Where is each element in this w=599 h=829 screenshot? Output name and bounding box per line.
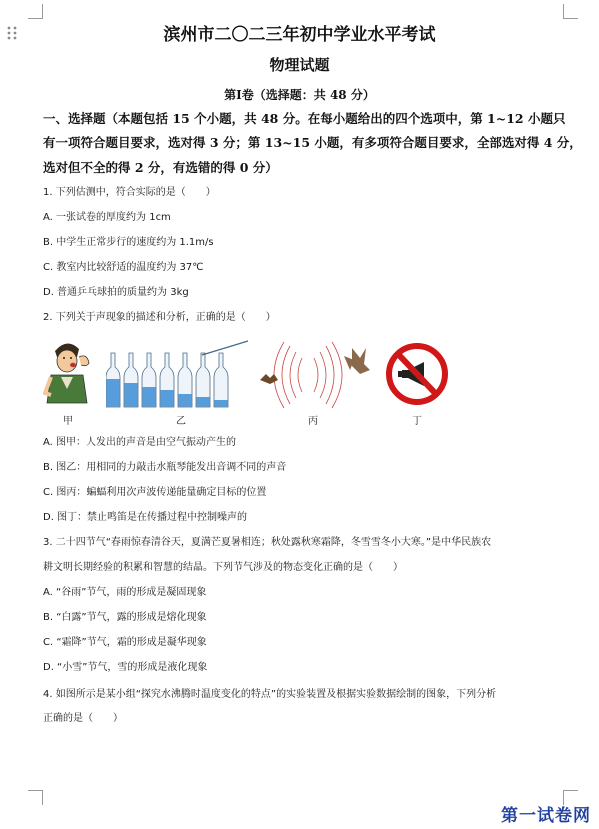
q2-figure-ding-no-honking-icon bbox=[384, 340, 450, 408]
q2-figure-label-bing: 丙 bbox=[308, 416, 318, 427]
q1-option-a: A. 一张试卷的厚度约为 1cm bbox=[43, 212, 171, 223]
q2-stem: 2. 下列关于声现象的描述和分析，正确的是（ ） bbox=[43, 312, 276, 323]
instructions-line-1: 一、选择题（本题包括 15 个小题，共 48 分。在每小题给出的四个选项中，第 1~12 小题只 bbox=[43, 111, 566, 126]
site-watermark: 第一试卷网 bbox=[501, 806, 591, 826]
q4-stem-line-1: 4. 如图所示是某小组“探究水沸腾时温度变化的特点”的实验装置及根据实验数据绘制的图象，下列分析 bbox=[43, 689, 497, 700]
q1-option-c: C. 教室内比较舒适的温度约为 37℃ bbox=[43, 262, 204, 273]
q3-option-b: B. “白露”节气，露的形成是熔化现象 bbox=[43, 612, 207, 623]
q1-option-b: B. 中学生正常步行的速度约为 1.1m/s bbox=[43, 237, 214, 248]
q4-stem-line-2: 正确的是（ ） bbox=[43, 713, 123, 724]
q3-option-d: D. “小雪”节气，雪的形成是液化现象 bbox=[43, 662, 208, 673]
section-heading: 第Ⅰ卷（选择题：共 48 分） bbox=[224, 88, 375, 102]
q2-option-d: D. 图丁：禁止鸣笛是在传播过程中控制噪声的 bbox=[43, 512, 248, 523]
q2-figure-label-ding: 丁 bbox=[412, 416, 422, 427]
q2-figure-label-yi: 乙 bbox=[176, 416, 186, 427]
q2-figure-label-jia: 甲 bbox=[63, 416, 73, 427]
q2-figure-yi bbox=[106, 337, 251, 409]
crop-mark-top-left bbox=[28, 4, 43, 19]
exam-subtitle: 物理试题 bbox=[269, 56, 330, 74]
q2-option-a: A. 图甲：人发出的声音是由空气振动产生的 bbox=[43, 437, 237, 448]
q3-stem-line-2: 耕文明长期经验的积累和智慧的结晶。下列节气涉及的物态变化正确的是（ ） bbox=[43, 562, 403, 573]
crop-mark-top-right bbox=[563, 4, 578, 19]
instructions-line-3: 选对但不全的得 2 分，有选错的得 0 分） bbox=[43, 160, 278, 175]
q2-option-c: C. 图丙：蝙蝠利用次声波传递能量确定目标的位置 bbox=[43, 487, 267, 498]
q3-option-c: C. “霜降”节气，霜的形成是凝华现象 bbox=[43, 637, 207, 648]
crop-mark-bottom-left bbox=[28, 790, 43, 805]
instructions-line-2: 有一项符合题目要求，选对得 3 分；第 13~15 小题，有多项符合题目要求，全部选对得 4 分， bbox=[43, 135, 582, 150]
q2-figure-jia bbox=[43, 337, 93, 409]
q2-option-b: B. 图乙：用相同的力敲击水瓶琴能发出音调不同的声音 bbox=[43, 462, 287, 473]
q2-figure-bing bbox=[256, 340, 376, 410]
q1-stem: 1. 下列估测中，符合实际的是（ ） bbox=[43, 187, 216, 198]
exam-title: 滨州市二〇二三年初中学业水平考试 bbox=[163, 25, 436, 45]
q3-stem-line-1: 3. 二十四节气“春雨惊春清谷天，夏满芒夏暑相连；秋处露秋寒霜降，冬雪雪冬小大寒。”是中华民族农 bbox=[43, 537, 492, 548]
q1-option-d: D. 普通乒乓球拍的质量约为 3kg bbox=[43, 287, 189, 298]
q3-option-a: A. “谷雨”节气，雨的形成是凝固现象 bbox=[43, 587, 207, 598]
